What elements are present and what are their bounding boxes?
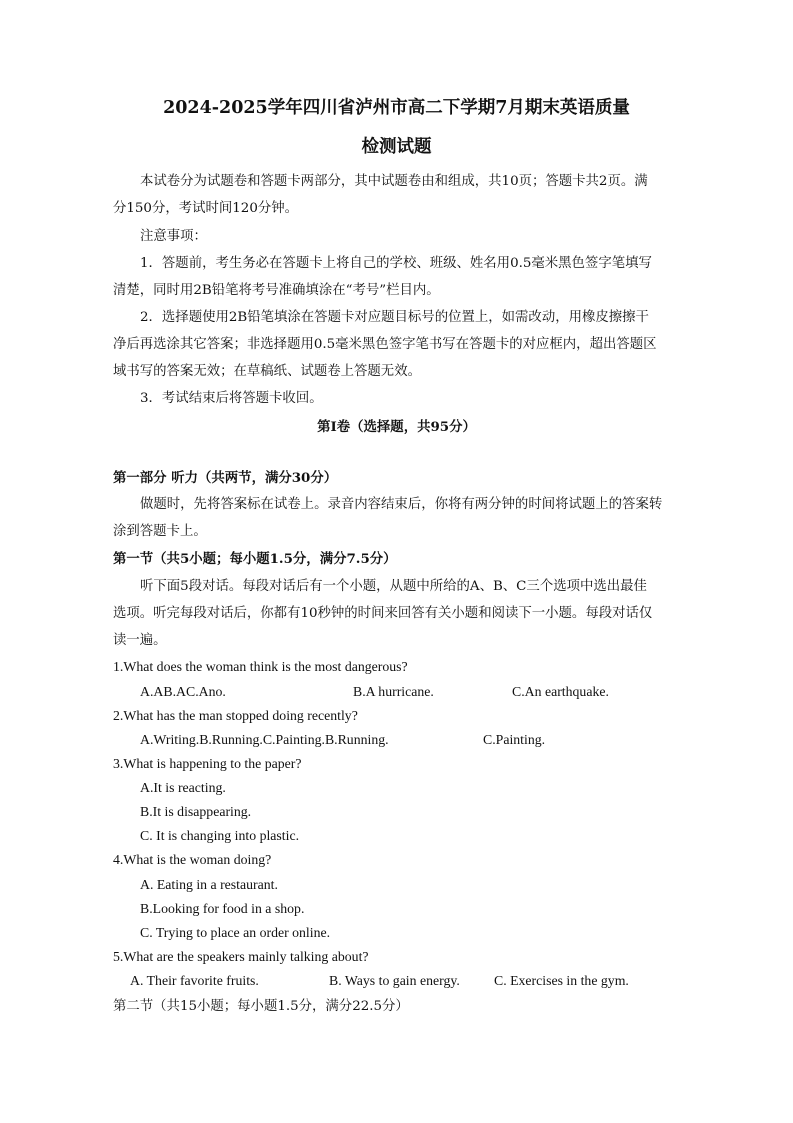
part1-instr-line-1: 做题时，先将答案标在试卷上。录音内容结束后，你将有两分钟的时间将试题上的答案转	[140, 497, 663, 512]
q4-option-b: B.Looking for food in a shop.	[140, 901, 305, 916]
q1-option-a: A.AB.AC.Ano.	[140, 684, 226, 699]
notice-2-line-1: 2．选择题使用2B铅笔填涂在答题卡对应题目标号的位置上，如需改动，用橡皮擦擦干	[140, 310, 649, 325]
section2-heading: 第二节（共15小题；每小题1.5分，满分22.5分）	[113, 999, 409, 1014]
question-4: 4.What is the woman doing?	[113, 852, 272, 867]
notice-1-line-1: 1．答题前，考生务必在答题卡上将自己的学校、班级、姓名用0.5毫米黑色签字笔填写	[140, 256, 652, 271]
question-5: 5.What are the speakers mainly talking about?	[113, 949, 369, 964]
q2-option-c: C.Painting.	[483, 732, 546, 747]
section1-heading: 第一节（共5小题；每小题1.5分，满分7.5分）	[113, 551, 397, 567]
exam-title-line1: 2024-2025学年四川省泸州市高二下学期7月期末英语质量	[163, 98, 630, 118]
q1-option-c: C.An earthquake.	[512, 684, 609, 699]
question-2: 2.What has the man stopped doing recently?	[113, 708, 358, 723]
q5-option-b: B. Ways to gain energy.	[329, 973, 460, 988]
notice-heading: 注意事项：	[140, 229, 207, 244]
intro-line-1: 本试卷分为试题卷和答题卡两部分，其中试题卷由和组成，共10页；答题卡共2页。满	[140, 174, 648, 189]
q3-option-c: C. It is changing into plastic.	[140, 828, 300, 843]
q4-option-c: C. Trying to place an order online.	[140, 925, 331, 940]
q1-option-b: B.A hurricane.	[353, 684, 434, 699]
notice-3: 3．考试结束后将答题卡收回。	[140, 391, 323, 406]
part1-heading: 第一部分 听力（共两节，满分30分）	[113, 470, 338, 486]
question-3: 3.What is happening to the paper?	[113, 756, 302, 771]
section1-instr-line-2: 选项。听完每段对话后，你都有10秒钟的时间来回答有关小题和阅读下一小题。每段对话仅	[113, 606, 653, 621]
part1-instr-line-2: 涂到答题卡上。	[113, 524, 207, 539]
q2-option-a: A.Writing.B.Running.C.Painting.B.Running.	[140, 732, 389, 747]
intro-line-2: 分150分，考试时间120分钟。	[113, 201, 299, 216]
volume-heading: 第I卷（选择题，共95分）	[317, 419, 476, 435]
q5-option-c: C. Exercises in the gym.	[494, 973, 629, 988]
q5-option-a: A. Their favorite fruits.	[130, 973, 259, 988]
section1-instr-line-3: 读一遍。	[113, 633, 167, 648]
exam-title-line2: 检测试题	[361, 137, 432, 157]
q4-option-a: A. Eating in a restaurant.	[140, 877, 278, 892]
question-1: 1.What does the woman think is the most dangerous?	[113, 659, 408, 674]
notice-2-line-3: 域书写的答案无效；在草稿纸、试题卷上答题无效。	[113, 364, 421, 379]
q3-option-a: A.It is reacting.	[140, 780, 226, 795]
section1-instr-line-1: 听下面5段对话。每段对话后有一个小题，从题中所给的A、B、C三个选项中选出最佳	[140, 579, 647, 594]
notice-2-line-2: 净后再选涂其它答案；非选择题用0.5毫米黑色签字笔书写在答题卡的对应框内，超出答题区	[113, 337, 657, 352]
notice-1-line-2: 清楚，同时用2B铅笔将考号准确填涂在“考号”栏目内。	[113, 283, 440, 298]
q3-option-b: B.It is disappearing.	[140, 804, 252, 819]
